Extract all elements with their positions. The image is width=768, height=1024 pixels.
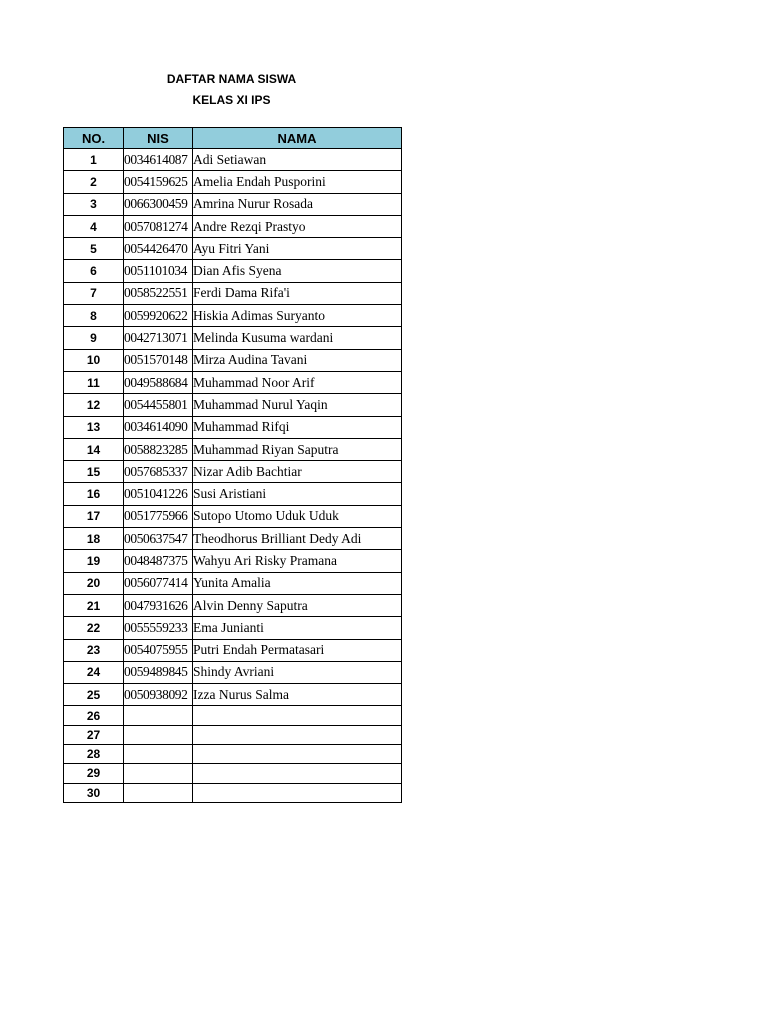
document-title: DAFTAR NAMA SISWA [166, 72, 297, 86]
cell-nama: Andre Rezqi Prastyo [193, 215, 402, 237]
cell-no: 13 [64, 416, 124, 438]
cell-nis: 0051041226 [124, 483, 193, 505]
cell-nama: Yunita Amalia [193, 572, 402, 594]
cell-nis: 0049588684 [124, 371, 193, 393]
student-table [63, 127, 402, 803]
cell-nama: Ayu Fitri Yani [193, 238, 402, 260]
table-row [64, 572, 402, 594]
table-row [64, 305, 402, 327]
cell-no: 28 [64, 745, 124, 764]
cell-nama [193, 745, 402, 764]
cell-nama [193, 725, 402, 744]
table-row [64, 505, 402, 527]
cell-nama [193, 783, 402, 802]
table-row [64, 394, 402, 416]
cell-nis [124, 725, 193, 744]
cell-nama: Amelia Endah Pusporini [193, 171, 402, 193]
cell-nama: Sutopo Utomo Uduk Uduk [193, 505, 402, 527]
cell-nama [193, 706, 402, 725]
cell-nis [124, 783, 193, 802]
cell-nama: Nizar Adib Bachtiar [193, 461, 402, 483]
table-row [64, 783, 402, 802]
cell-nama: Theodhorus Brilliant Dedy Adi [193, 528, 402, 550]
table-row [64, 193, 402, 215]
cell-no: 22 [64, 617, 124, 639]
table-row [64, 725, 402, 744]
table-row [64, 617, 402, 639]
table-row [64, 260, 402, 282]
table-row [64, 639, 402, 661]
cell-nama: Muhammad Riyan Saputra [193, 438, 402, 460]
cell-nama: Wahyu Ari Risky Pramana [193, 550, 402, 572]
cell-nama: Ferdi Dama Rifa'i [193, 282, 402, 304]
cell-nama: Hiskia Adimas Suryanto [193, 305, 402, 327]
cell-nama: Izza Nurus Salma [193, 684, 402, 706]
cell-no: 27 [64, 725, 124, 744]
cell-no: 25 [64, 684, 124, 706]
cell-no: 15 [64, 461, 124, 483]
cell-nis: 0050637547 [124, 528, 193, 550]
cell-no: 8 [64, 305, 124, 327]
cell-no: 6 [64, 260, 124, 282]
cell-nis [124, 745, 193, 764]
document-subtitle: KELAS XI IPS [192, 93, 271, 107]
cell-no: 12 [64, 394, 124, 416]
cell-no: 11 [64, 371, 124, 393]
cell-no: 30 [64, 783, 124, 802]
table-row [64, 661, 402, 683]
table-row [64, 528, 402, 550]
table-row [64, 745, 402, 764]
cell-nis: 0058823285 [124, 438, 193, 460]
cell-no: 18 [64, 528, 124, 550]
cell-no: 10 [64, 349, 124, 371]
cell-nis: 0066300459 [124, 193, 193, 215]
cell-nis: 0050938092 [124, 684, 193, 706]
cell-nis: 0054455801 [124, 394, 193, 416]
cell-nis: 0048487375 [124, 550, 193, 572]
cell-no: 21 [64, 594, 124, 616]
cell-no: 2 [64, 171, 124, 193]
table-row [64, 483, 402, 505]
cell-nama: Susi Aristiani [193, 483, 402, 505]
cell-nis: 0059489845 [124, 661, 193, 683]
cell-nis: 0055559233 [124, 617, 193, 639]
table-row [64, 764, 402, 783]
cell-nama: Putri Endah Permatasari [193, 639, 402, 661]
cell-nis [124, 706, 193, 725]
cell-nis: 0054075955 [124, 639, 193, 661]
header-no: NO. [64, 128, 124, 149]
table-row [64, 706, 402, 725]
cell-no: 20 [64, 572, 124, 594]
table-row [64, 282, 402, 304]
cell-nama [193, 764, 402, 783]
table-row [64, 438, 402, 460]
cell-nama: Melinda Kusuma wardani [193, 327, 402, 349]
cell-nis: 0056077414 [124, 572, 193, 594]
table-row [64, 594, 402, 616]
cell-no: 9 [64, 327, 124, 349]
cell-no: 3 [64, 193, 124, 215]
cell-nama: Alvin Denny Saputra [193, 594, 402, 616]
cell-nama: Muhammad Nurul Yaqin [193, 394, 402, 416]
cell-nis: 0054426470 [124, 238, 193, 260]
header-row [64, 128, 402, 149]
table-row [64, 215, 402, 237]
cell-no: 17 [64, 505, 124, 527]
cell-nis: 0042713071 [124, 327, 193, 349]
cell-nama: Ema Junianti [193, 617, 402, 639]
cell-nama: Amrina Nurur Rosada [193, 193, 402, 215]
table-row [64, 461, 402, 483]
cell-nis: 0051570148 [124, 349, 193, 371]
cell-nis: 0054159625 [124, 171, 193, 193]
cell-nis: 0034614090 [124, 416, 193, 438]
cell-no: 24 [64, 661, 124, 683]
cell-no: 16 [64, 483, 124, 505]
header-nis: NIS [124, 128, 193, 149]
cell-nis: 0057685337 [124, 461, 193, 483]
table-row [64, 149, 402, 171]
table-body [64, 149, 402, 803]
header-nama: NAMA [193, 128, 402, 149]
table-row [64, 684, 402, 706]
table-row [64, 349, 402, 371]
cell-nis: 0058522551 [124, 282, 193, 304]
cell-nis: 0051101034 [124, 260, 193, 282]
cell-no: 23 [64, 639, 124, 661]
cell-no: 19 [64, 550, 124, 572]
cell-nama: Adi Setiawan [193, 149, 402, 171]
cell-no: 1 [64, 149, 124, 171]
table-row [64, 550, 402, 572]
cell-nama: Shindy Avriani [193, 661, 402, 683]
table-row [64, 371, 402, 393]
cell-nama: Muhammad Rifqi [193, 416, 402, 438]
cell-no: 26 [64, 706, 124, 725]
cell-no: 7 [64, 282, 124, 304]
table-row [64, 238, 402, 260]
cell-no: 5 [64, 238, 124, 260]
cell-nis: 0059920622 [124, 305, 193, 327]
cell-nis: 0057081274 [124, 215, 193, 237]
cell-no: 29 [64, 764, 124, 783]
cell-nama: Dian Afis Syena [193, 260, 402, 282]
table-row [64, 416, 402, 438]
table-row [64, 327, 402, 349]
cell-nis: 0034614087 [124, 149, 193, 171]
cell-nis: 0047931626 [124, 594, 193, 616]
cell-no: 4 [64, 215, 124, 237]
cell-nama: Muhammad Noor Arif [193, 371, 402, 393]
table-row [64, 171, 402, 193]
cell-nis [124, 764, 193, 783]
cell-no: 14 [64, 438, 124, 460]
cell-nis: 0051775966 [124, 505, 193, 527]
cell-nama: Mirza Audina Tavani [193, 349, 402, 371]
